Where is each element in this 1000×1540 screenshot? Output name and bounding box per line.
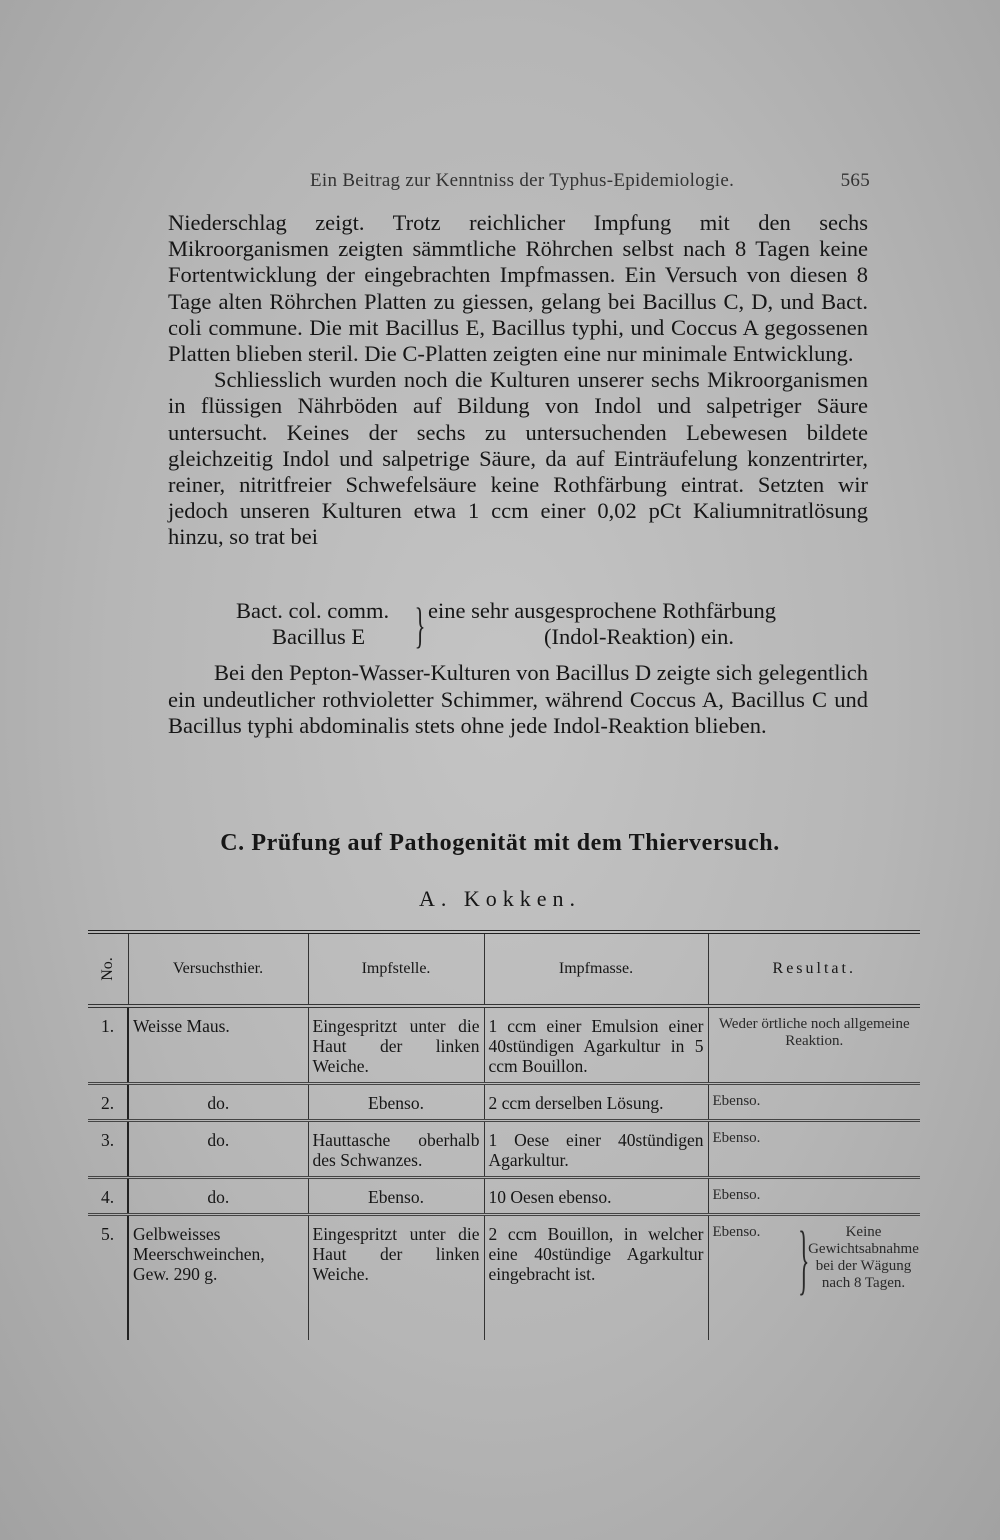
cell-no: 5. [100, 1224, 115, 1244]
header-animal: Versuchsthier. [128, 932, 308, 1006]
body-text-continued [168, 660, 868, 740]
cell-result: Ebenso. [708, 1084, 920, 1121]
paragraph-2: Schliesslich wurden noch die Kulturen unserer sechs Mikroorganismen in flüssigen Nährböden auf Bildung von Indol und salpetriger Säure untersucht. Keines der sechs zu untersuchenden Lebewesen bildete gleichzeitig Indol und salpetrige Säure, da auf Einträufelung konzentrirter, reiner, nitritfreier Schwefelsäure keine Rothfärbung eintrat. Setzten wir jedoch unseren Kulturen etwa 1 ccm einer 0,02 pCt Kaliumnitratlösung hinzu, so trat bei [168, 367, 868, 550]
brace-left-group [236, 598, 389, 650]
cell-animal: do. [128, 1084, 308, 1121]
subheading: A. Kokken. [418, 886, 582, 911]
cell-result: Ebenso. [708, 1178, 920, 1215]
running-header [310, 170, 870, 192]
brace-left-line-2: Bacillus E [272, 624, 366, 649]
running-header-title: Ein Beitrag zur Kenntniss der Typhus-Epidemiologie. [310, 170, 735, 191]
cell-no: 3. [100, 1130, 115, 1150]
cell-no: 4. [100, 1187, 115, 1207]
table-row [88, 1121, 920, 1178]
brace-left-line-1: Bact. col. comm. [236, 598, 390, 623]
cell-result [708, 1215, 920, 1341]
table-row [88, 1215, 920, 1341]
cell-site: Eingespritzt unter die Haut der linken Weiche. [308, 1215, 484, 1341]
cell-no: 2. [100, 1093, 115, 1113]
header-mass: Impfmasse. [484, 932, 708, 1006]
cell-animal: do. [128, 1178, 308, 1215]
brace-icon: } [414, 597, 426, 653]
header-site: Impfstelle. [308, 932, 484, 1006]
header-no: No. [98, 957, 116, 981]
header-result: Resultat. [708, 932, 920, 1006]
cell-result: Weder örtliche noch allgemeine Reaktion. [708, 1006, 920, 1084]
cell-mass: 10 Oesen ebenso. [484, 1178, 708, 1215]
cell-animal: Weisse Maus. [128, 1006, 308, 1084]
cell-site: Eingespritzt unter die Haut der linken Weiche. [308, 1006, 484, 1084]
result-note: Keine Gewichtsabnahme bei der Wägung nach 8 Tagen. [808, 1224, 919, 1291]
result-with-note [712, 1215, 919, 1302]
cell-result: Ebenso. [708, 1121, 920, 1178]
cell-mass: 1 ccm einer Emulsion einer 40stündigen Agarkultur in 5 ccm Bouillon. [484, 1006, 708, 1084]
cell-site: Hauttasche oberhalb des Schwanzes. [308, 1121, 484, 1178]
section-heading: C. Prüfung auf Pathogenität mit dem Thierversuch. [220, 830, 780, 856]
cell-mass: 2 ccm derselben Lösung. [484, 1084, 708, 1121]
brace-icon: } [797, 1215, 809, 1302]
cell-mass: 1 Oese einer 40stündigen Agarkultur. [484, 1121, 708, 1178]
cell-no: 1. [100, 1016, 115, 1036]
paragraph-1: Niederschlag zeigt. Trotz reichlicher Impfung mit den sechs Mikroorganismen zeigten sämmtliche Röhrchen selbst nach 8 Tagen keine Fortentwicklung der eingebrachten Impfmassen. Ein Versuch von diesen 8 Tage alten Röhrchen Platten zu giessen, gelang bei Bacillus C, D, und Bact. coli commune. Die mit Bacillus E, Bacillus typhi, und Coccus A gegossenen Platten blieben steril. Die C-Platten zeigten eine nur minimale Entwicklung. [168, 210, 868, 367]
paragraph-3: Bei den Pepton-Wasser-Kulturen von Bacillus D zeigte sich gelegentlich ein undeutlicher rothvioletter Schimmer, während Coccus A, Bacillus C und Bacillus typhi abdominalis stets ohne jede Indol-Reaktion blieben. [168, 660, 868, 738]
result-value: Ebenso. [712, 1224, 761, 1240]
brace-right-line-2: (Indol-Reaktion) ein. [544, 624, 734, 649]
results-table [88, 930, 920, 1340]
cell-animal: do. [128, 1121, 308, 1178]
brace-right-line-1: eine sehr ausgesprochene Rothfärbung [428, 598, 777, 623]
cell-site: Ebenso. [308, 1178, 484, 1215]
cell-mass: 2 ccm Bouillon, in welcher eine 40stündige Agarkultur eingebracht ist. [484, 1215, 708, 1341]
brace-right-group [428, 598, 776, 650]
table-row [88, 1178, 920, 1215]
body-text [168, 210, 868, 551]
page-number: 565 [840, 170, 870, 191]
table-header-row [88, 932, 920, 1006]
cell-site: Ebenso. [308, 1084, 484, 1121]
table-row [88, 1084, 920, 1121]
table-row [88, 1006, 920, 1084]
cell-animal: Gelbweisses Meerschweinchen, Gew. 290 g. [128, 1215, 308, 1341]
